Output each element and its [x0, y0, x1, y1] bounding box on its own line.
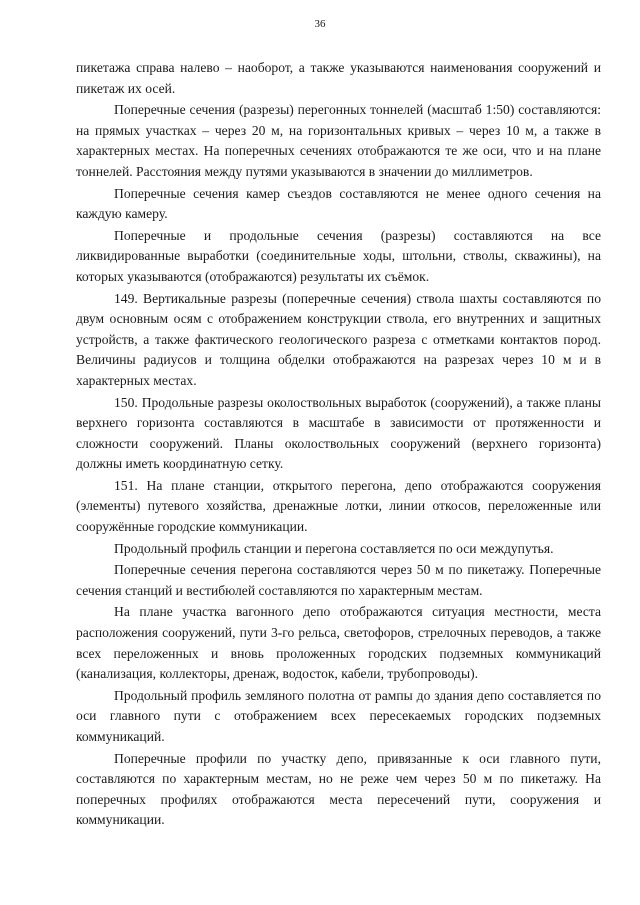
- paragraph-liquidated-workings: Поперечные и продольные сечения (разрезы) составляются на все ликвидированные выработки (соединительные ходы, штольни, стволы, скважины), на которых указываются (отображаются) результаты их съёмок.: [76, 227, 601, 284]
- paragraph-depot-plan: На плане участка вагонного депо отображаются ситуация местности, места расположения сооружений, пути 3-го рельса, светофоров, стрелочных переводов, а также всех переложенных и вновь проложенных городских подземных коммуникаций (канализация, коллекторы, дренаж, водосток, кабели, трубопроводы).: [76, 604, 601, 682]
- paragraph-embankment-profile: Продольный профиль земляного полотна от рампы до здания депо составляется по оси главного пути с отображением всех пересекаемых городских подземных коммуникаций.: [76, 687, 601, 744]
- paragraph-150: 150. Продольные разрезы околоствольных выработок (сооружений), а также планы верхнего горизонта составляются в масштабе в зависимости от протяженности и сложности сооружений. Планы околоствольных сооружений (верхнего горизонта) должны иметь координатную сетку.: [76, 394, 601, 472]
- paragraph-longitudinal-profile: Продольный профиль станции и перегона составляется по оси междупутья.: [114, 540, 554, 556]
- paragraph-tunnel-cross-sections: Поперечные сечения (разрезы) перегонных тоннелей (масштаб 1:50) составляются: на прямых участках – через 20 м, на горизонтальных кривых – через 10 м, а также в характерных местах. На поперечных сечениях отображаются те же оси, что и на плане тоннелей. Расстояния между путями указываются в значении до миллиметров.: [76, 102, 601, 179]
- document-body: [76, 58, 601, 832]
- paragraph-151: 151. На плане станции, открытого перегона, депо отображаются сооружения (элементы) путевого хозяйства, дренажные лотки, линии откосов, переложенные или сооружённые городские коммуникации.: [76, 477, 601, 535]
- page-number: 36: [314, 18, 326, 30]
- paragraph-depot-cross-profiles: Поперечные профили по участку депо, привязанные к оси главного пути, составляются по характерным местам, но не реже чем через 50 м по пикетажу. На поперечных профилях отображаются места пересечений пути, сооружения и коммуникации.: [76, 750, 601, 828]
- paragraph-149: 149. Вертикальные разрезы (поперечные сечения) ствола шахты составляются по двум основным осям с отображением конструкции ствола, его внутренних и защитных устройств, а также фактического геологического разреза с отметками контактов пород. Величины радиусов и толщина обделки отображаются на разрезах через 10 м и в характерных местах.: [76, 290, 601, 388]
- paragraph-crossover-chambers: Поперечные сечения камер съездов составляются не менее одного сечения на каждую камеру.: [76, 185, 601, 222]
- paragraph-haul-cross-sections: Поперечные сечения перегона составляются через 50 м по пикетажу. Поперечные сечения станций и вестибюлей составляются по характерным местам.: [76, 562, 601, 598]
- paragraph-continuation: пикетажа справа налево – наоборот, а также указываются наименования сооружений и пикетаж их осей.: [76, 60, 601, 96]
